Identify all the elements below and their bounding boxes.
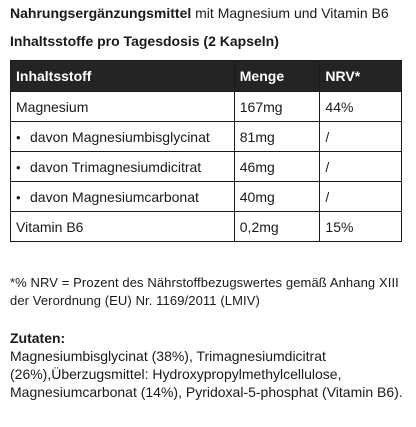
amount-cell: 81mg — [234, 122, 320, 152]
nrv-cell: / — [320, 122, 402, 152]
table-row — [11, 212, 402, 242]
table-row — [11, 152, 402, 182]
bullet-icon: • — [16, 159, 21, 175]
nrv-cell: 44% — [320, 92, 402, 122]
table-row — [11, 92, 402, 122]
amount-cell: 40mg — [234, 182, 320, 212]
ingredient-cell — [11, 182, 235, 212]
bullet-icon: • — [16, 129, 21, 145]
nrv-footnote: *% NRV = Prozent des Nährstoffbezugswertes gemäß Anhang XIII der Verordnung (EU) Nr. 1169/2011 (LMIV) — [10, 275, 399, 308]
table-row — [11, 182, 402, 212]
ingredient-name: davon Magnesiumbisglycinat — [30, 128, 210, 145]
amount-cell: 167mg — [234, 92, 320, 122]
amount-cell: 0,2mg — [234, 212, 320, 242]
bullet-icon: • — [16, 189, 21, 205]
ingredient-cell: Magnesium — [11, 92, 235, 122]
table-row — [11, 122, 402, 152]
nutrition-table — [10, 60, 402, 242]
column-header-nrv: NRV* — [320, 61, 402, 92]
ingredient-cell: Vitamin B6 — [11, 212, 235, 242]
ingredient-name: davon Magnesiumcarbonat — [30, 188, 199, 205]
headline-bold: Nahrungsergänzungsmittel — [10, 5, 192, 21]
column-header-amount: Menge — [234, 61, 320, 92]
amount-cell: 46mg — [234, 152, 320, 182]
product-headline — [10, 4, 389, 22]
ingredients-per-dose-heading: Inhaltsstoffe pro Tagesdosis (2 Kapseln) — [10, 33, 279, 49]
ingredients-text: Magnesiumbisglycinat (38%), Trimagnesiumdicitrat (26%),Überzugsmittel: Hydroxypropylmethylcellulose, Magnesiumcarbonat (14%), Pyridoxal-5-phosphat (Vitamin B6). — [10, 348, 403, 400]
nrv-cell: 15% — [320, 212, 402, 242]
nrv-cell: / — [320, 182, 402, 212]
ingredients-title: Zutaten: — [10, 330, 66, 346]
ingredient-name: davon Trimagnesiumdicitrat — [30, 158, 202, 175]
table-header-row — [11, 61, 402, 92]
ingredient-cell — [11, 152, 235, 182]
column-header-ingredient: Inhaltsstoff — [11, 61, 235, 92]
headline-rest: mit Magnesium und Vitamin B6 — [191, 5, 389, 21]
ingredient-cell — [11, 122, 235, 152]
nrv-cell: / — [320, 152, 402, 182]
